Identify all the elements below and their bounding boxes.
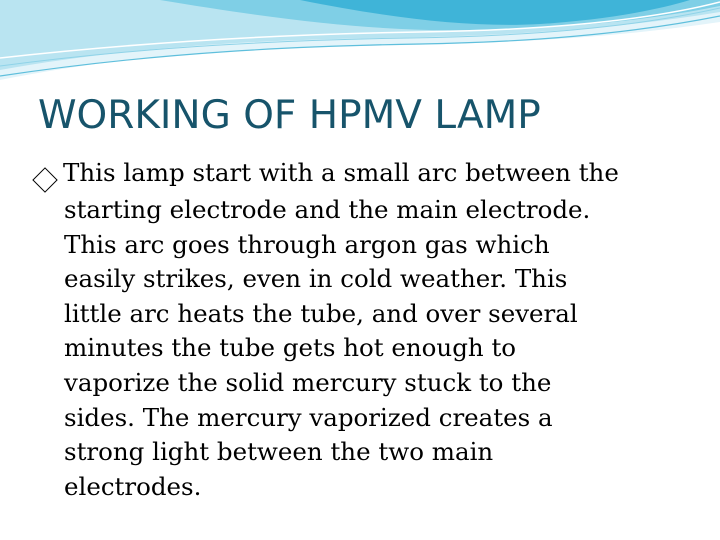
- bullet-line: easily strikes, even in cold weather. This: [64, 264, 568, 294]
- bullet-line: electrodes.: [64, 471, 202, 501]
- bullet-line: minutes the tube gets hot enough to: [64, 333, 517, 363]
- slide-title: WORKING OF HPMV LAMP: [38, 93, 541, 138]
- bullet-paragraph: [32, 156, 692, 504]
- bullet-line: starting electrode and the main electrode.: [64, 195, 591, 224]
- bullet-line-first: [32, 156, 692, 193]
- bullet-line: strong light between the two main: [64, 437, 494, 467]
- bullet-line: This arc goes through argon gas which: [64, 229, 550, 259]
- bullet-line: little arc heats the tube, and over several: [64, 298, 578, 328]
- bullet-line: vaporize the solid mercury stuck to the: [64, 367, 552, 397]
- bullet-line: sides. The mercury vaporized creates a: [64, 402, 553, 432]
- missing-glyph-box-icon: [27, 162, 64, 199]
- bullet-text-line: This lamp start with a small arc between the: [63, 158, 619, 187]
- wave-header-decoration: [0, 0, 720, 90]
